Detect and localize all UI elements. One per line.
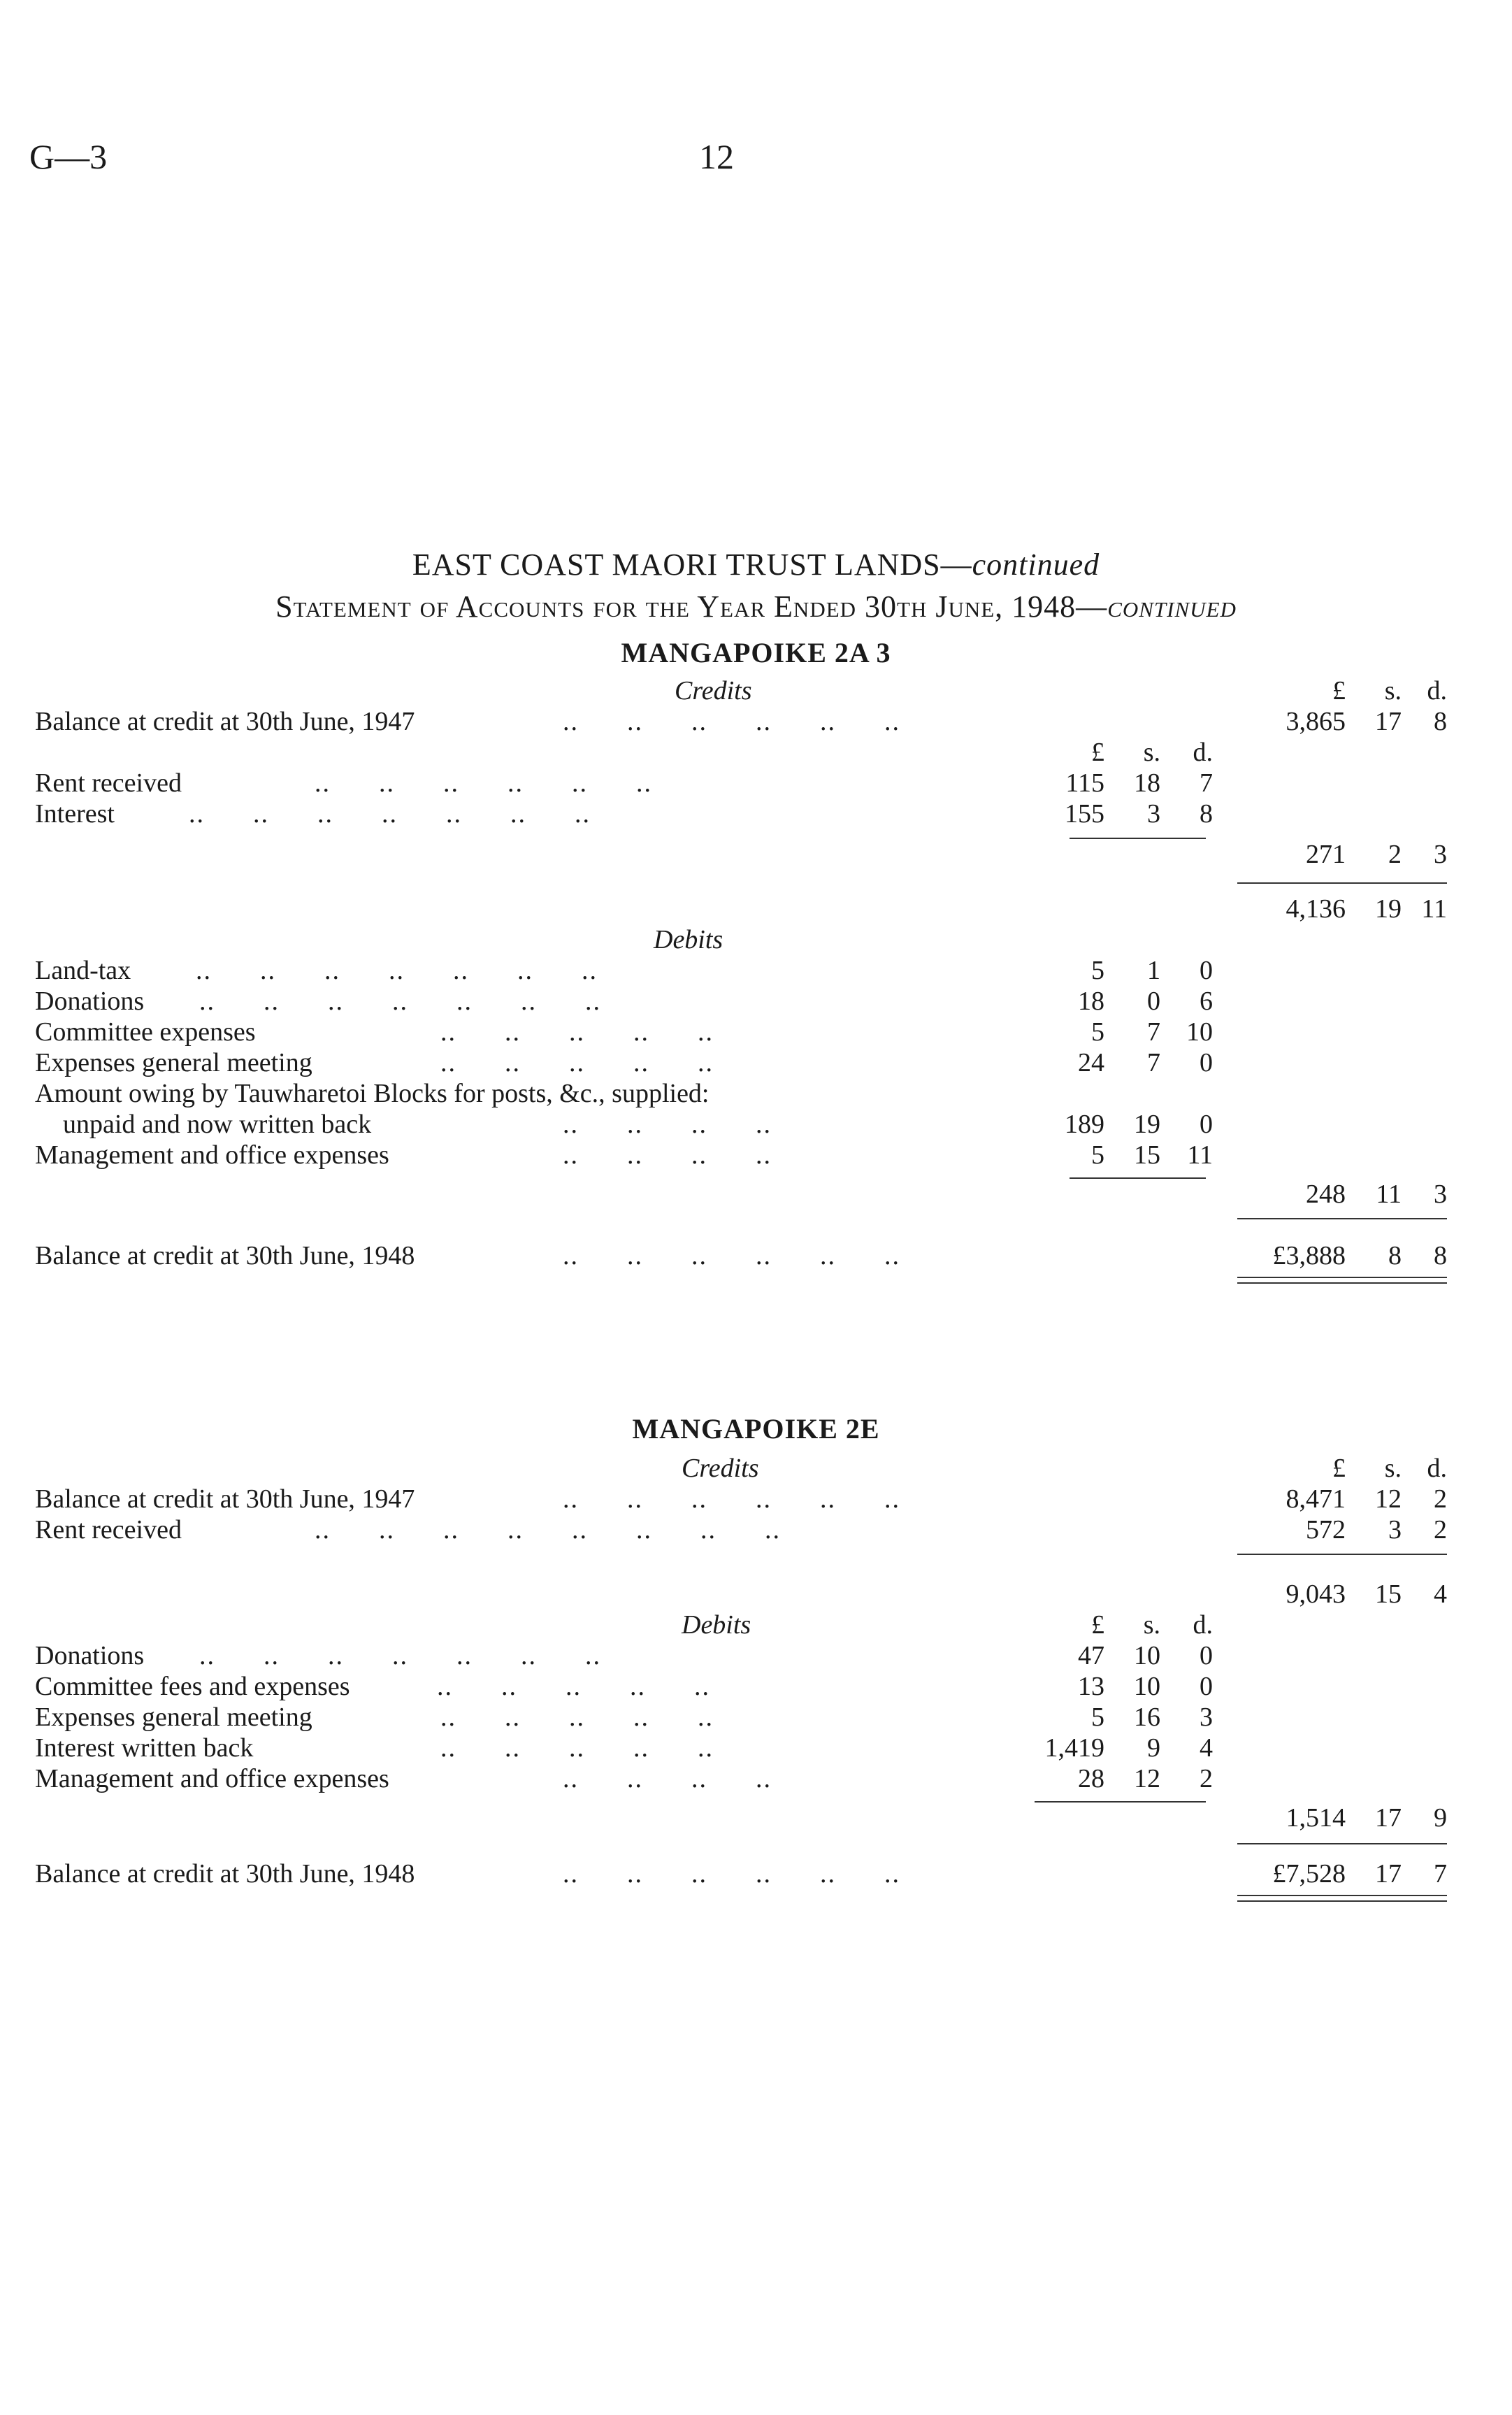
row-label: Balance at credit at 30th June, 1948 [35,1241,415,1270]
pence-header: d. [1427,676,1447,705]
amount-pounds: £3,888 [1272,1241,1346,1270]
amount-pence: 8 [1200,799,1213,829]
row-label: Donations [35,1641,145,1670]
amount-pence: 3 [1434,1180,1447,1209]
credits-heading-row [0,675,1512,706]
amount-pounds: 189 [1065,1110,1104,1139]
amount-shillings: 2 [1388,840,1402,869]
section-title: MANGAPOIKE 2A 3 [621,637,891,668]
amount-pence: 11 [1187,1140,1213,1170]
section-title: MANGAPOIKE 2E [632,1413,880,1445]
amount-shillings: 19 [1375,894,1402,924]
amount-pounds: 271 [1306,840,1346,869]
amount-shillings: 12 [1134,1764,1160,1793]
row-label: Balance at credit at 30th June, 1947 [35,1484,415,1514]
total-rule [1237,1554,1447,1555]
amount-pounds: 248 [1306,1180,1346,1209]
amount-shillings: 11 [1376,1180,1402,1209]
debit-row: Expenses general meeting .. .. .. .. .. 24 7 0 [35,1048,1213,1077]
amount-shillings: 12 [1375,1484,1402,1514]
debit-row-line2: unpaid and now written back .. .. .. .. 189 19 0 [63,1110,1213,1139]
amount-shillings: 10 [1134,1641,1160,1670]
shillings-header: s. [1143,1610,1160,1640]
shillings-header: s. [1143,738,1160,767]
pence-header: d. [1193,738,1213,767]
amount-shillings: 0 [1147,987,1160,1016]
debits-total-row [0,1803,1512,1833]
total-rule [1237,1843,1447,1844]
amount-pence: 8 [1434,707,1447,736]
amount-pounds: 18 [1078,987,1104,1016]
amount-pounds: 5 [1091,1703,1104,1732]
closing-balance-row: Balance at credit at 30th June, 1948 .. .. .. .. .. .. £3,888 8 8 [35,1241,1447,1270]
amount-shillings: 15 [1375,1579,1402,1609]
amount-pounds: 47 [1078,1641,1104,1670]
amount-shillings: 7 [1147,1048,1160,1077]
amount-shillings: 1 [1147,956,1160,985]
row-label: Committee fees and expenses [35,1672,350,1701]
debit-row: Interest written back .. .. .. .. .. 1,419 9 4 [35,1733,1213,1763]
double-rule [1237,1277,1447,1284]
pence-header: d. [1193,1610,1213,1640]
amount-shillings: 9 [1147,1733,1160,1763]
amount-pence: 7 [1200,768,1213,798]
pounds-header: £ [1332,1454,1346,1483]
row-label: Committee expenses [35,1017,256,1047]
pence-header: d. [1427,1454,1447,1483]
amount-shillings: 10 [1134,1672,1160,1701]
credits-heading-row [0,1453,1512,1484]
row-label: Amount owing by Tauwharetoi Blocks for posts, &c., supplied: [35,1079,710,1108]
amount-shillings: 18 [1134,768,1160,798]
debit-row: Management and office expenses .. .. .. .. 28 12 2 [35,1764,1213,1793]
amount-pence: 3 [1200,1703,1213,1732]
amount-pounds: 8,471 [1286,1484,1346,1514]
debit-row: Donations .. .. .. .. .. .. .. 47 10 0 [35,1641,1213,1670]
amount-pounds: 24 [1078,1048,1104,1077]
statement-title: Statement of Accounts for the Year Ended 30th June, 1948—continued [275,589,1237,624]
debits-heading-row [0,1610,1512,1640]
pounds-header: £ [1091,1610,1104,1640]
amount-pounds: 5 [1091,1017,1104,1047]
credits-heading: Credits [682,1454,759,1483]
row-label: Rent received [35,1515,182,1545]
amount-shillings: 17 [1375,1803,1402,1833]
amount-shillings: 7 [1147,1017,1160,1047]
credits-total-row [0,839,1512,870]
amount-pence: 9 [1434,1803,1447,1833]
amount-pounds: 1,419 [1044,1733,1104,1763]
debit-row: Expenses general meeting .. .. .. .. .. 5 16 3 [35,1703,1213,1732]
amount-pence: 2 [1434,1484,1447,1514]
credits-heading: Credits [675,676,752,705]
row-label: Expenses general meeting [35,1048,312,1077]
amount-pounds: 5 [1091,956,1104,985]
page-number: 12 [699,137,734,176]
pounds-header: £ [1091,738,1104,767]
row-label: Donations [35,987,145,1016]
debits-heading: Debits [682,1610,751,1640]
debits-heading: Debits [654,925,723,954]
total-rule [1237,1218,1447,1219]
amount-shillings: 3 [1388,1515,1402,1545]
amount-pounds: 3,865 [1286,707,1346,736]
shillings-header: s. [1384,1454,1402,1483]
amount-shillings: 8 [1388,1241,1402,1270]
amount-pence: 10 [1186,1017,1213,1047]
total-rule [1237,882,1447,884]
amount-shillings: 17 [1375,707,1402,736]
amount-pence: 8 [1434,1241,1447,1270]
debit-row-line1 [0,1078,1512,1109]
amount-pence: 0 [1200,956,1213,985]
row-label: Expenses general meeting [35,1703,312,1732]
amount-shillings: 17 [1375,1859,1402,1889]
amount-pence: 6 [1200,987,1213,1016]
amount-pounds: 115 [1065,768,1104,798]
amount-pence: 0 [1200,1672,1213,1701]
amount-pounds: 572 [1306,1515,1346,1545]
row-label: Interest [35,799,115,829]
amount-pence: 0 [1200,1048,1213,1077]
amount-pence: 2 [1200,1764,1213,1793]
double-rule [1237,1895,1447,1902]
amount-pounds: 1,514 [1286,1803,1346,1833]
inner-currency-header [0,737,1512,768]
amount-pence: 0 [1200,1110,1213,1139]
debits-total-row [0,1179,1512,1210]
credit-row: Rent received .. .. .. .. .. .. 115 18 7 [35,768,1213,798]
amount-pounds: 5 [1091,1140,1104,1170]
amount-pence: 4 [1434,1579,1447,1609]
debit-row: Committee expenses .. .. .. .. .. 5 7 10 [35,1017,1213,1047]
amount-shillings: 15 [1134,1140,1160,1170]
debit-row: Land-tax .. .. .. .. .. .. .. 5 1 0 [35,956,1213,985]
row-label: Rent received [35,768,182,798]
document-reference: G—3 [29,137,108,176]
amount-pence: 3 [1434,840,1447,869]
amount-pence: 4 [1200,1733,1213,1763]
amount-pence: 2 [1434,1515,1447,1545]
debit-row: Donations .. .. .. .. .. .. .. 18 0 6 [35,987,1213,1016]
row-label: Balance at credit at 30th June, 1947 [35,707,415,736]
debit-row: Committee fees and expenses .. .. .. .. .. 13 10 0 [35,1672,1213,1701]
main-title: EAST COAST MAORI TRUST LANDS—continued [412,547,1100,582]
credit-row: Interest .. .. .. .. .. .. .. 155 3 8 [35,799,1213,829]
amount-shillings: 19 [1134,1110,1160,1139]
grand-total-row [0,894,1512,924]
row-label: Management and office expenses [35,1140,389,1170]
row-label: Management and office expenses [35,1764,389,1793]
amount-pence: 0 [1200,1641,1213,1670]
row-label: Land-tax [35,956,131,985]
row-label: Balance at credit at 30th June, 1948 [35,1859,415,1889]
amount-shillings: 16 [1134,1703,1160,1732]
amount-pounds: 28 [1078,1764,1104,1793]
amount-pounds: 4,136 [1286,894,1346,924]
amount-pounds: £7,528 [1272,1859,1346,1889]
amount-pounds: 9,043 [1286,1579,1346,1609]
credit-row: Balance at credit at 30th June, 1947 .. .. .. .. .. .. 8,471 12 2 [35,1484,1447,1514]
amount-shillings: 3 [1147,799,1160,829]
row-label: Interest written back [35,1733,254,1763]
shillings-header: s. [1384,676,1402,705]
debits-heading-row [0,924,1512,955]
amount-pence: 11 [1421,894,1447,924]
closing-balance-row: Balance at credit at 30th June, 1948 .. .. .. .. .. .. £7,528 17 7 [35,1859,1447,1889]
amount-pounds: 13 [1078,1672,1104,1701]
amount-pounds: 155 [1065,799,1104,829]
row-label-continued: unpaid and now written back [63,1110,372,1139]
pounds-header: £ [1332,676,1346,705]
credit-row: Rent received .. .. .. .. .. .. .. .. 572 3 2 [35,1515,1447,1545]
amount-pence: 7 [1434,1859,1447,1889]
debit-row: Management and office expenses .. .. .. .. 5 15 11 [35,1140,1213,1170]
opening-balance-row: Balance at credit at 30th June, 1947 .. .. .. .. .. .. 3,865 17 8 [35,707,1447,736]
grand-total-row [0,1579,1512,1610]
